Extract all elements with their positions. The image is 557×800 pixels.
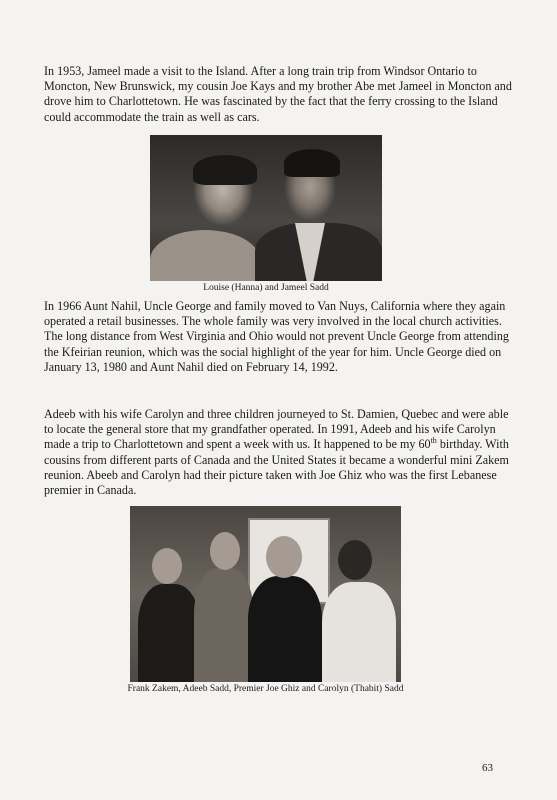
paragraph-1966-move: In 1966 Aunt Nahil, Uncle George and family moved to Van Nuys, California where they again operated a retail businesses. The whole family was very involved in the local church activities. The long distance from West Virginia and Ohio would not prevent Uncle George from attending the Kfeirian reunion, which was the social highlight of the year for him. Uncle George died on January 13, 1980 and Aunt Nahil died on February 14, 1992. <box>44 299 509 374</box>
photo-1-caption: Louise (Hanna) and Jameel Sadd <box>203 283 329 293</box>
photo-2-caption: Frank Zakem, Adeeb Sadd, Premier Joe Ghiz and Carolyn (Thabit) Sadd <box>127 684 404 694</box>
photo-louise-and-jameel <box>150 135 382 281</box>
page-number: 63 <box>482 762 493 774</box>
paragraph-adeeb-visit: Adeeb with his wife Carolyn and three children journeyed to St. Damien, Quebec and were able to locate the general store that my grandfather operated. In 1991, Adeeb and his wife Carolyn made a trip to Charlottetown and spent a week with us. It happened to be my 60th birthday. With cousins from different parts of Canada and the United States it became a wonderful mini Zakem reunion. Abeeb and Carolyn had their picture taken with Joe Ghiz who was the first Lebanese premier in Canada. <box>44 407 509 498</box>
photo-group-with-premier <box>130 506 401 682</box>
paragraph-1953-visit: In 1953, Jameel made a visit to the Island. After a long train trip from Windsor Ontario to Moncton, New Brunswick, my cousin Joe Kays and my brother Abe met Jameel in Moncton and drove him to Charlottetown. He was fascinated by the fact that the ferry crossing to the Island could accommodate the train as well as cars. <box>44 64 512 124</box>
